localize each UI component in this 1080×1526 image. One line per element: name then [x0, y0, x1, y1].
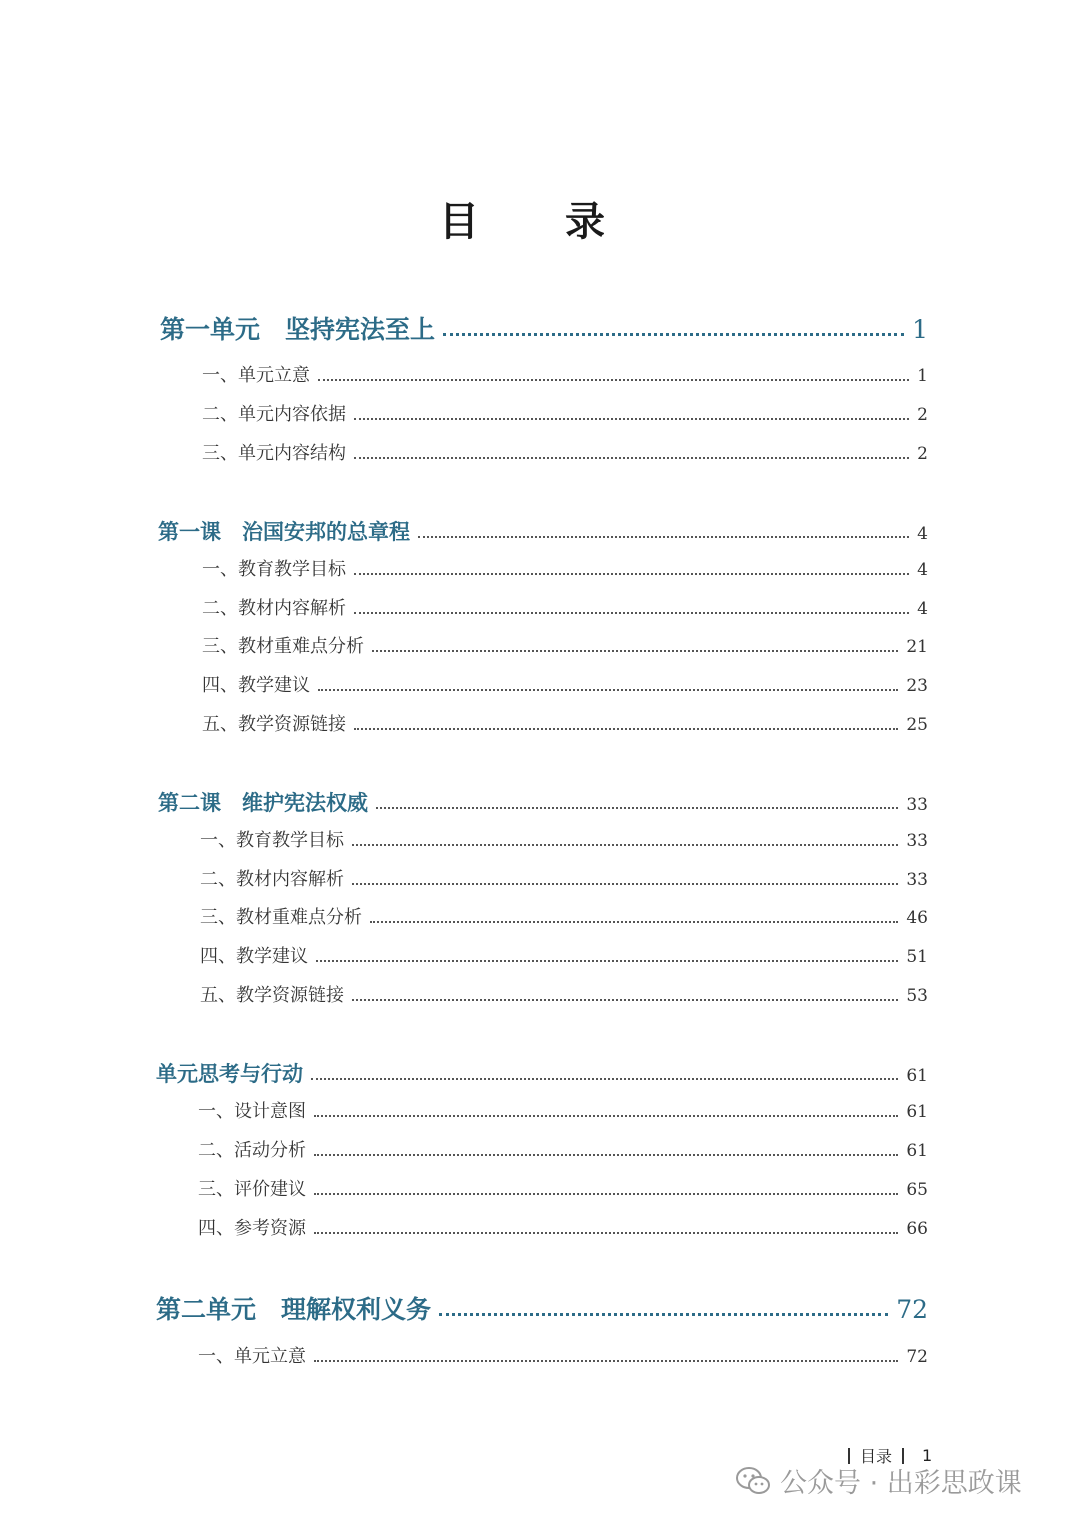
item-label: 三、教材重难点分析: [200, 907, 362, 928]
toc-item[interactable]: [202, 555, 928, 581]
leader-dots: [314, 1193, 898, 1195]
page-number: 46: [906, 908, 928, 928]
toc-item[interactable]: [202, 594, 928, 620]
page-number: 1: [912, 315, 928, 344]
leader-dots: [314, 1360, 898, 1362]
page-number: 51: [906, 947, 928, 967]
leader-dots: [439, 1313, 888, 1316]
leader-dots: [316, 960, 898, 962]
toc-unit-1[interactable]: [160, 310, 928, 346]
page-number: 23: [906, 676, 928, 696]
toc-item[interactable]: [202, 361, 928, 387]
footer-section: 目录: [860, 1447, 893, 1466]
item-label: 一、教育教学目标: [202, 559, 346, 580]
leader-dots: [352, 999, 898, 1001]
toc-unit-2[interactable]: [156, 1290, 928, 1326]
toc-item[interactable]: [200, 865, 928, 891]
item-label: 一、单元立意: [198, 1346, 306, 1367]
toc-lesson-2[interactable]: [158, 787, 928, 817]
item-label: 二、教材内容解析: [202, 598, 346, 619]
page-number: 61: [906, 1102, 928, 1122]
page-number: 72: [896, 1295, 928, 1324]
item-label: 三、教材重难点分析: [202, 636, 364, 657]
leader-dots: [418, 536, 909, 538]
page-number: 33: [906, 831, 928, 851]
wechat-icon: [736, 1466, 770, 1496]
toc-lesson-1[interactable]: [158, 516, 928, 546]
lesson-title: 单元思考与行动: [156, 1061, 303, 1086]
leader-dots: [314, 1154, 898, 1156]
page-number: 4: [917, 524, 928, 544]
leader-dots: [354, 612, 909, 614]
page-number: 21: [906, 637, 928, 657]
page-number: 53: [906, 986, 928, 1006]
item-label: 二、活动分析: [198, 1140, 306, 1161]
unit-title: 第二单元 理解权利义务: [156, 1295, 432, 1324]
page-number: 25: [906, 715, 928, 735]
page-title: 目 录: [439, 198, 641, 245]
page-number: 61: [906, 1066, 928, 1086]
footer-page-number: 1: [922, 1446, 933, 1465]
leader-dots: [318, 689, 898, 691]
page-number: 61: [906, 1141, 928, 1161]
toc-unit-reflection[interactable]: [156, 1058, 928, 1088]
toc-item[interactable]: [200, 826, 928, 852]
toc-item[interactable]: [202, 400, 928, 426]
leader-dots: [314, 1232, 898, 1234]
item-label: 二、单元内容依据: [202, 404, 346, 425]
page-number: 4: [917, 599, 928, 619]
toc-item[interactable]: [202, 710, 928, 736]
toc-item[interactable]: [202, 632, 928, 658]
leader-dots: [443, 333, 904, 336]
page-number: 65: [906, 1180, 928, 1200]
leader-dots: [318, 379, 909, 381]
lesson-title: 第二课 维护宪法权威: [158, 790, 368, 815]
item-label: 三、单元内容结构: [202, 443, 346, 464]
item-label: 三、评价建议: [198, 1179, 306, 1200]
toc-item[interactable]: [202, 671, 928, 697]
page-number: 1: [917, 366, 928, 386]
toc-item[interactable]: [198, 1342, 928, 1368]
leader-dots: [354, 728, 898, 730]
toc-item[interactable]: [200, 903, 928, 929]
leader-dots: [352, 883, 898, 885]
toc-item[interactable]: [202, 439, 928, 465]
item-label: 二、教材内容解析: [200, 869, 344, 890]
toc-item[interactable]: [200, 942, 928, 968]
item-label: 四、教学建议: [200, 946, 308, 967]
lesson-title: 第一课 治国安邦的总章程: [158, 519, 410, 544]
toc-item[interactable]: [198, 1136, 928, 1162]
toc-item[interactable]: [200, 981, 928, 1007]
item-label: 五、教学资源链接: [202, 714, 346, 735]
item-label: 一、教育教学目标: [200, 830, 344, 851]
page-number: 2: [917, 444, 928, 464]
item-label: 五、教学资源链接: [200, 985, 344, 1006]
leader-dots: [370, 921, 898, 923]
leader-dots: [352, 844, 898, 846]
page-number: 72: [906, 1347, 928, 1367]
leader-dots: [354, 573, 909, 575]
page-number: 66: [906, 1219, 928, 1239]
leader-dots: [372, 650, 898, 652]
toc-item[interactable]: [198, 1097, 928, 1123]
leader-dots: [311, 1078, 898, 1080]
leader-dots: [314, 1115, 898, 1117]
unit-title: 第一单元 坚持宪法至上: [160, 315, 436, 344]
page-number: 33: [906, 870, 928, 890]
watermark-text: 公众号 · 出彩思政课: [780, 1468, 1022, 1499]
watermark: [736, 1461, 1022, 1500]
leader-dots: [354, 418, 909, 420]
item-label: 四、教学建议: [202, 675, 310, 696]
item-label: 四、参考资源: [198, 1218, 306, 1239]
item-label: 一、设计意图: [198, 1101, 306, 1122]
page-number: 4: [917, 560, 928, 580]
leader-dots: [376, 807, 898, 809]
item-label: 一、单元立意: [202, 365, 310, 386]
page-number: 2: [917, 405, 928, 425]
toc-item[interactable]: [198, 1214, 928, 1240]
toc-item[interactable]: [198, 1175, 928, 1201]
leader-dots: [354, 457, 909, 459]
page-number: 33: [906, 795, 928, 815]
